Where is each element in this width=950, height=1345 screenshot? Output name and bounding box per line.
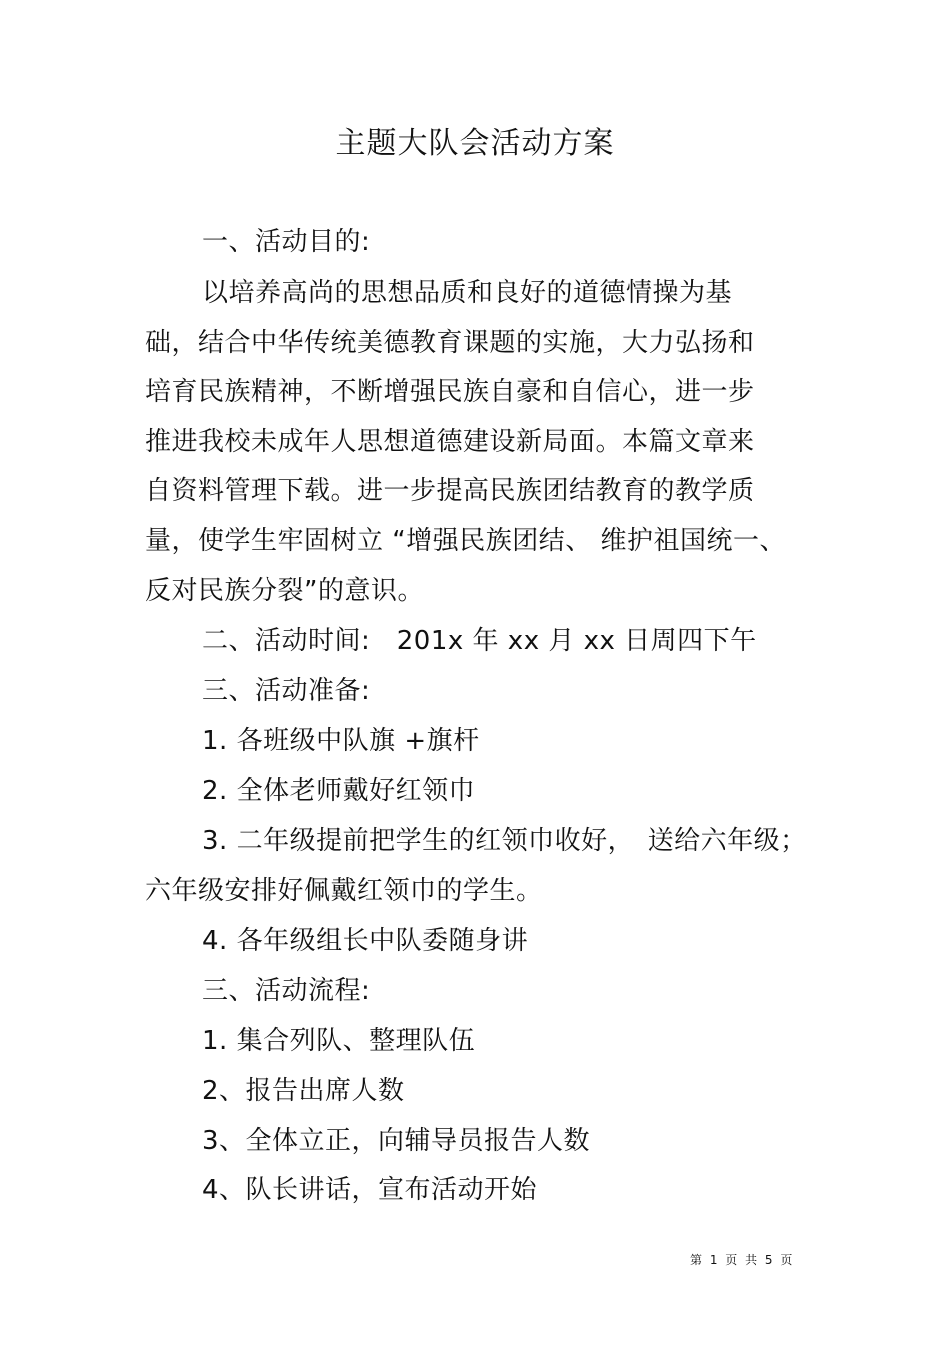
paragraph-line: 量，使学生牢固树立 “增强民族团结、 维护祖国统一、	[145, 526, 786, 556]
page-title: 主题大队会活动方案	[335, 126, 615, 161]
list-item: 4. 各年级组长中队委随身讲	[202, 926, 529, 956]
list-item: 1. 各班级中队旗 +旗杆	[202, 726, 480, 756]
paragraph-line: 础，结合中华传统美德教育课题的实施，大力弘扬和	[145, 328, 755, 358]
list-item: 3. 二年级提前把学生的红领巾收好， 送给六年级；	[202, 826, 807, 856]
section-heading-process: 三、活动流程:	[202, 976, 371, 1006]
section-heading-preparation: 三、活动准备:	[202, 676, 371, 706]
section-heading-time: 二、活动时间: 201x 年 xx 月 xx 日周四下午	[202, 626, 757, 656]
section-heading-purpose: 一、活动目的:	[202, 227, 371, 257]
list-item: 3、全体立正，向辅导员报告人数	[202, 1126, 591, 1156]
paragraph-line: 以培养高尚的思想品质和良好的道德情操为基	[202, 278, 733, 308]
list-item: 1. 集合列队、整理队伍	[202, 1026, 476, 1056]
list-item-continuation: 六年级安排好佩戴红领巾的学生。	[145, 876, 543, 906]
paragraph-line: 自资料管理下载。进一步提高民族团结教育的教学质	[145, 476, 755, 506]
list-item: 2、报告出席人数	[202, 1076, 405, 1106]
paragraph-line: 培育民族精神，不断增强民族自豪和自信心，进一步	[145, 377, 755, 407]
list-item: 4、队长讲话，宣布活动开始	[202, 1175, 538, 1205]
paragraph-line: 推进我校未成年人思想道德建设新局面。本篇文章来	[145, 427, 755, 457]
paragraph-line: 反对民族分裂”的意识。	[145, 576, 424, 606]
page-number: 第 1 页 共 5 页	[690, 1253, 795, 1267]
list-item: 2. 全体老师戴好红领巾	[202, 776, 476, 806]
